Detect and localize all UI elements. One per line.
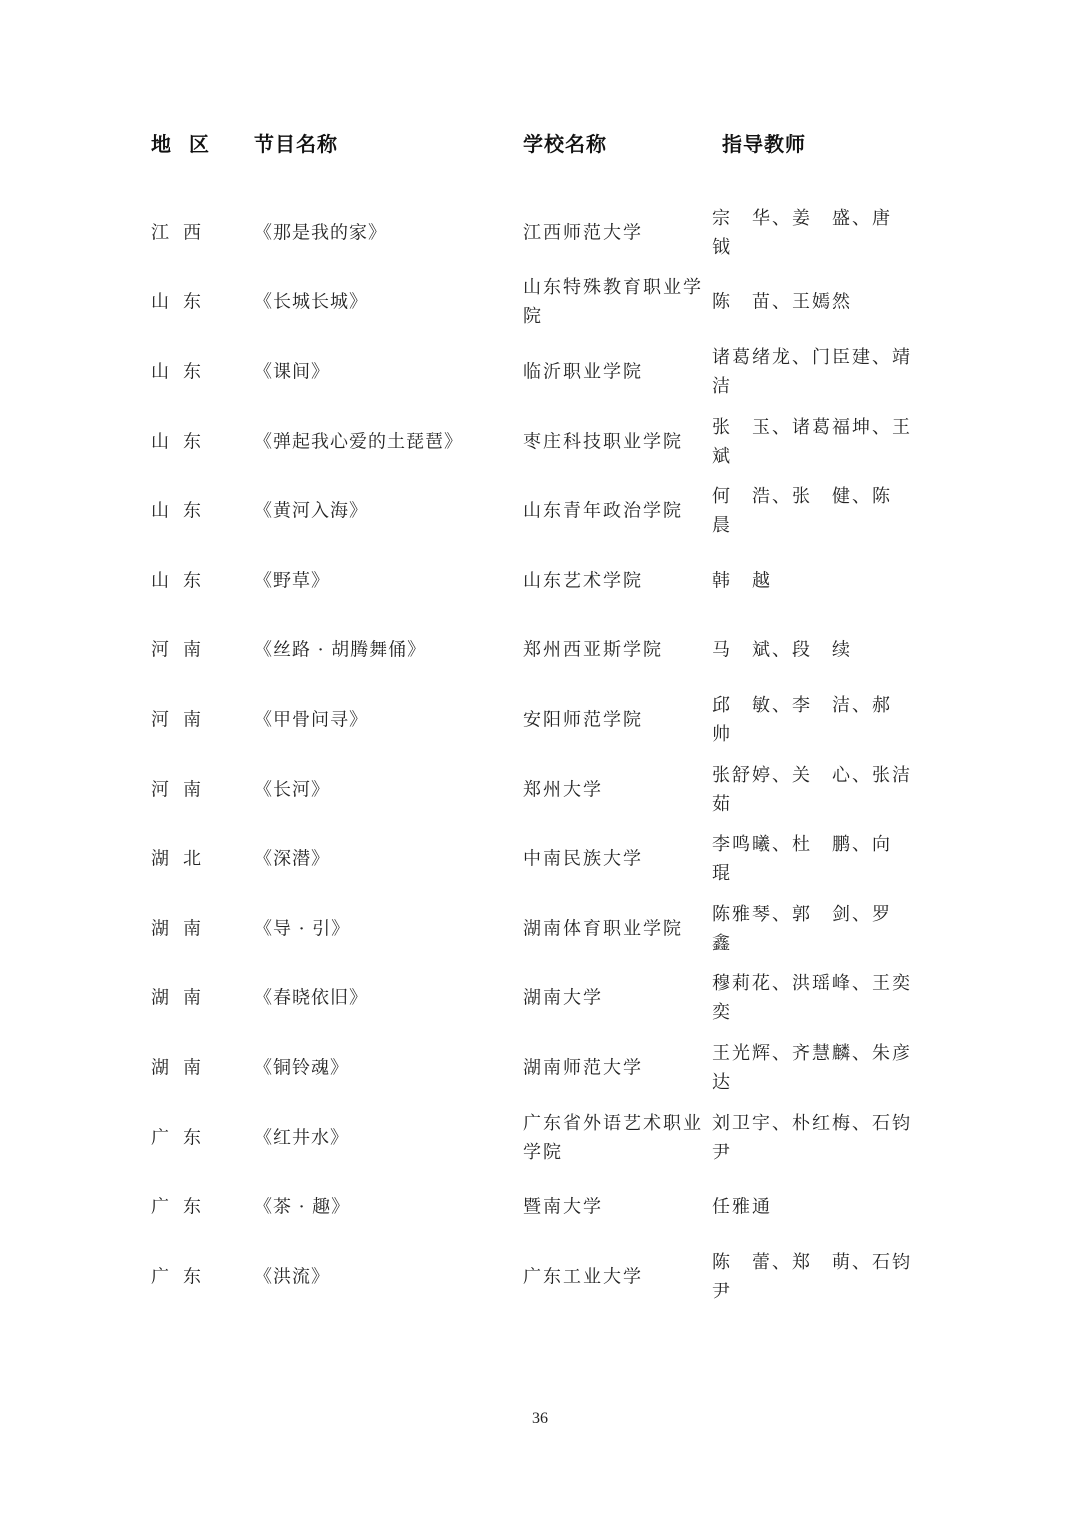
cell-region: 湖北 (151, 848, 215, 870)
cell-program: 《红井水》 (254, 1127, 349, 1149)
header-school-name: 学校名称 (523, 132, 607, 156)
cell-program: 《野草》 (254, 570, 330, 592)
cell-teacher: 张舒婷、关 心、张洁茹 (712, 764, 912, 815)
cell-teacher: 马 斌、段 续 (712, 639, 852, 661)
cell-school: 广东省外语艺术职业学院 (523, 1112, 703, 1163)
cell-teacher: 刘卫宇、朴红梅、石钧尹 (712, 1112, 912, 1163)
table-header (0, 128, 1080, 162)
cell-program: 《那是我的家》 (254, 222, 387, 244)
table-row (0, 685, 1080, 755)
table-row (0, 616, 1080, 686)
cell-region: 山东 (151, 570, 215, 592)
cell-school: 湖南体育职业学院 (523, 918, 683, 940)
cell-program: 《黄河入海》 (254, 500, 368, 522)
cell-region: 广东 (151, 1266, 215, 1288)
cell-region: 河南 (151, 779, 215, 801)
table-row (0, 198, 1080, 268)
cell-school: 郑州西亚斯学院 (523, 639, 663, 661)
cell-program: 《导 · 引》 (254, 918, 351, 940)
cell-school: 中南民族大学 (523, 848, 643, 870)
cell-region: 河南 (151, 639, 215, 661)
cell-school: 山东特殊教育职业学院 (523, 277, 703, 328)
cell-school: 湖南师范大学 (523, 1057, 643, 1079)
table-row (0, 476, 1080, 546)
table-row (0, 1033, 1080, 1103)
cell-teacher: 陈 蕾、郑 萌、石钧尹 (712, 1251, 912, 1302)
cell-region: 江西 (151, 222, 215, 244)
cell-program: 《茶 · 趣》 (254, 1196, 351, 1218)
cell-region: 湖南 (151, 1057, 215, 1079)
cell-region: 山东 (151, 361, 215, 383)
cell-program: 《铜铃魂》 (254, 1057, 349, 1079)
table-row (0, 894, 1080, 964)
cell-school: 湖南大学 (523, 987, 603, 1009)
header-program-name: 节目名称 (254, 132, 338, 156)
table-row (0, 337, 1080, 407)
header-region: 地区 (151, 132, 227, 156)
cell-teacher: 李鸣曦、杜 鹏、向 琨 (712, 834, 912, 885)
cell-school: 临沂职业学院 (523, 361, 643, 383)
cell-program: 《春晓依旧》 (254, 987, 368, 1009)
table-row (0, 755, 1080, 825)
cell-teacher: 诸葛绪龙、门臣建、靖洁 (712, 346, 912, 397)
cell-school: 安阳师范学院 (523, 709, 643, 731)
cell-school: 江西师范大学 (523, 222, 643, 244)
cell-region: 河南 (151, 709, 215, 731)
cell-program: 《长城长城》 (254, 291, 368, 313)
cell-region: 湖南 (151, 918, 215, 940)
table-row (0, 964, 1080, 1034)
cell-teacher: 宗 华、姜 盛、唐 钺 (712, 207, 912, 258)
cell-region: 山东 (151, 291, 215, 313)
cell-teacher: 任雅通 (712, 1196, 772, 1218)
cell-program: 《深潜》 (254, 848, 330, 870)
cell-teacher: 韩 越 (712, 570, 772, 592)
cell-school: 广东工业大学 (523, 1266, 643, 1288)
cell-program: 《洪流》 (254, 1266, 330, 1288)
cell-teacher: 王光辉、齐慧麟、朱彦达 (712, 1042, 912, 1093)
cell-region: 山东 (151, 500, 215, 522)
cell-program: 《课间》 (254, 361, 330, 383)
cell-teacher: 张 玉、诸葛福坤、王斌 (712, 416, 912, 467)
table-row (0, 824, 1080, 894)
cell-program: 《长河》 (254, 779, 330, 801)
cell-program: 《丝路 · 胡腾舞俑》 (254, 639, 427, 661)
table-row (0, 1103, 1080, 1173)
table-row (0, 268, 1080, 338)
cell-region: 广东 (151, 1196, 215, 1218)
cell-program: 《甲骨问寻》 (254, 709, 368, 731)
table-row (0, 407, 1080, 477)
cell-teacher: 邱 敏、李 洁、郝 帅 (712, 694, 912, 745)
page-number: 36 (532, 1410, 548, 1427)
cell-school: 暨南大学 (523, 1196, 603, 1218)
cell-region: 湖南 (151, 987, 215, 1009)
cell-teacher: 陈 苗、王嫣然 (712, 291, 852, 313)
cell-school: 枣庄科技职业学院 (523, 431, 683, 453)
cell-school: 郑州大学 (523, 779, 603, 801)
header-instructor: 指导教师 (722, 132, 806, 156)
cell-region: 山东 (151, 431, 215, 453)
cell-region: 广东 (151, 1127, 215, 1149)
cell-teacher: 陈雅琴、郭 剑、罗 鑫 (712, 903, 912, 954)
cell-teacher: 何 浩、张 健、陈 晨 (712, 486, 912, 537)
table-row (0, 1172, 1080, 1242)
table-row (0, 1242, 1080, 1312)
table-row (0, 546, 1080, 616)
cell-school: 山东艺术学院 (523, 570, 643, 592)
table-body (0, 198, 1080, 1312)
cell-school: 山东青年政治学院 (523, 500, 683, 522)
cell-program: 《弹起我心爱的土琵琶》 (254, 431, 463, 453)
cell-teacher: 穆莉花、洪瑶峰、王奕奕 (712, 973, 912, 1024)
